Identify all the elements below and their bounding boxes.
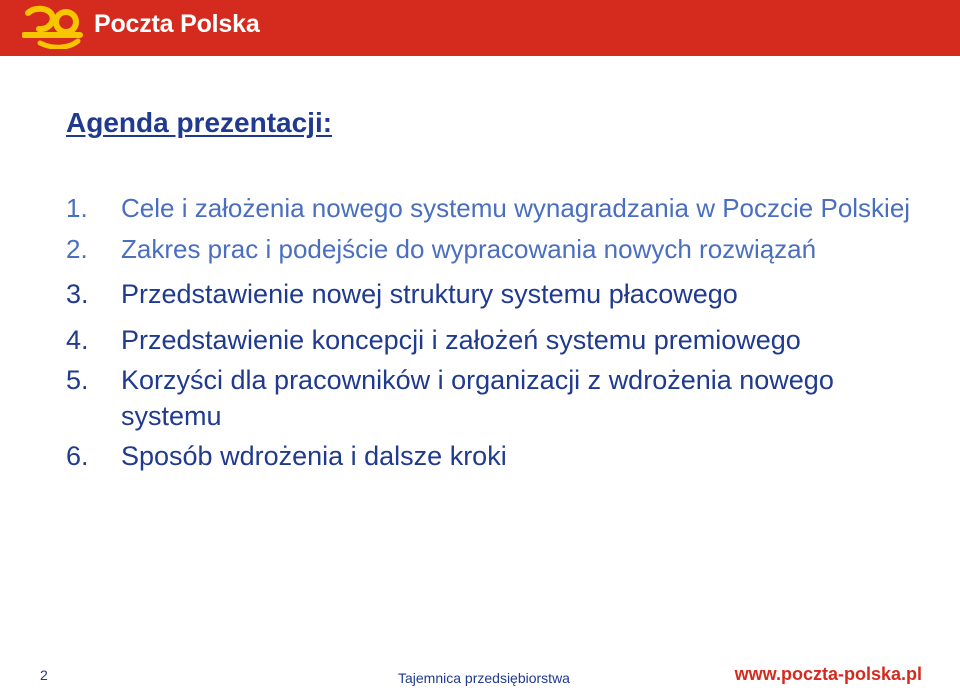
header-bar: [0, 0, 960, 56]
confidential-label: Tajemnica przedsiębiorstwa: [398, 670, 570, 686]
agenda-item-number: 2.: [66, 234, 88, 264]
page-number: 2: [40, 667, 48, 683]
agenda-item: [66, 190, 926, 227]
posthorn-icon: [22, 5, 90, 49]
agenda-item-text: Sposób wdrożenia i dalsze kroki: [121, 441, 507, 471]
website-link[interactable]: www.poczta-polska.pl: [734, 664, 922, 684]
agenda-item-text: Korzyści dla pracowników i organizacji z wdrożenia nowego systemu: [121, 365, 834, 431]
agenda-item-text: Cele i założenia nowego systemu wynagradzania w Poczcie Polskiej: [121, 193, 911, 223]
agenda-item-number: 4.: [66, 325, 89, 355]
agenda-list: [66, 190, 926, 474]
agenda-item: [66, 438, 926, 474]
agenda-item-number: 1.: [66, 193, 88, 223]
agenda-item: [66, 362, 926, 434]
agenda-item: [66, 276, 926, 312]
agenda-item-number: 3.: [66, 279, 89, 309]
brand-name: Poczta Polska: [94, 10, 260, 38]
agenda-item-number: 5.: [66, 365, 89, 395]
agenda-item-text: Przedstawienie koncepcji i założeń systemu premiowego: [121, 325, 801, 355]
agenda-item-text: Przedstawienie nowej struktury systemu płacowego: [121, 279, 738, 309]
agenda-item-number: 6.: [66, 441, 89, 471]
slide-title: Agenda prezentacji:: [66, 107, 333, 138]
agenda-item-text: Zakres prac i podejście do wypracowania nowych rozwiązań: [121, 234, 817, 264]
agenda-item: [66, 231, 926, 268]
agenda-item: [66, 322, 926, 358]
